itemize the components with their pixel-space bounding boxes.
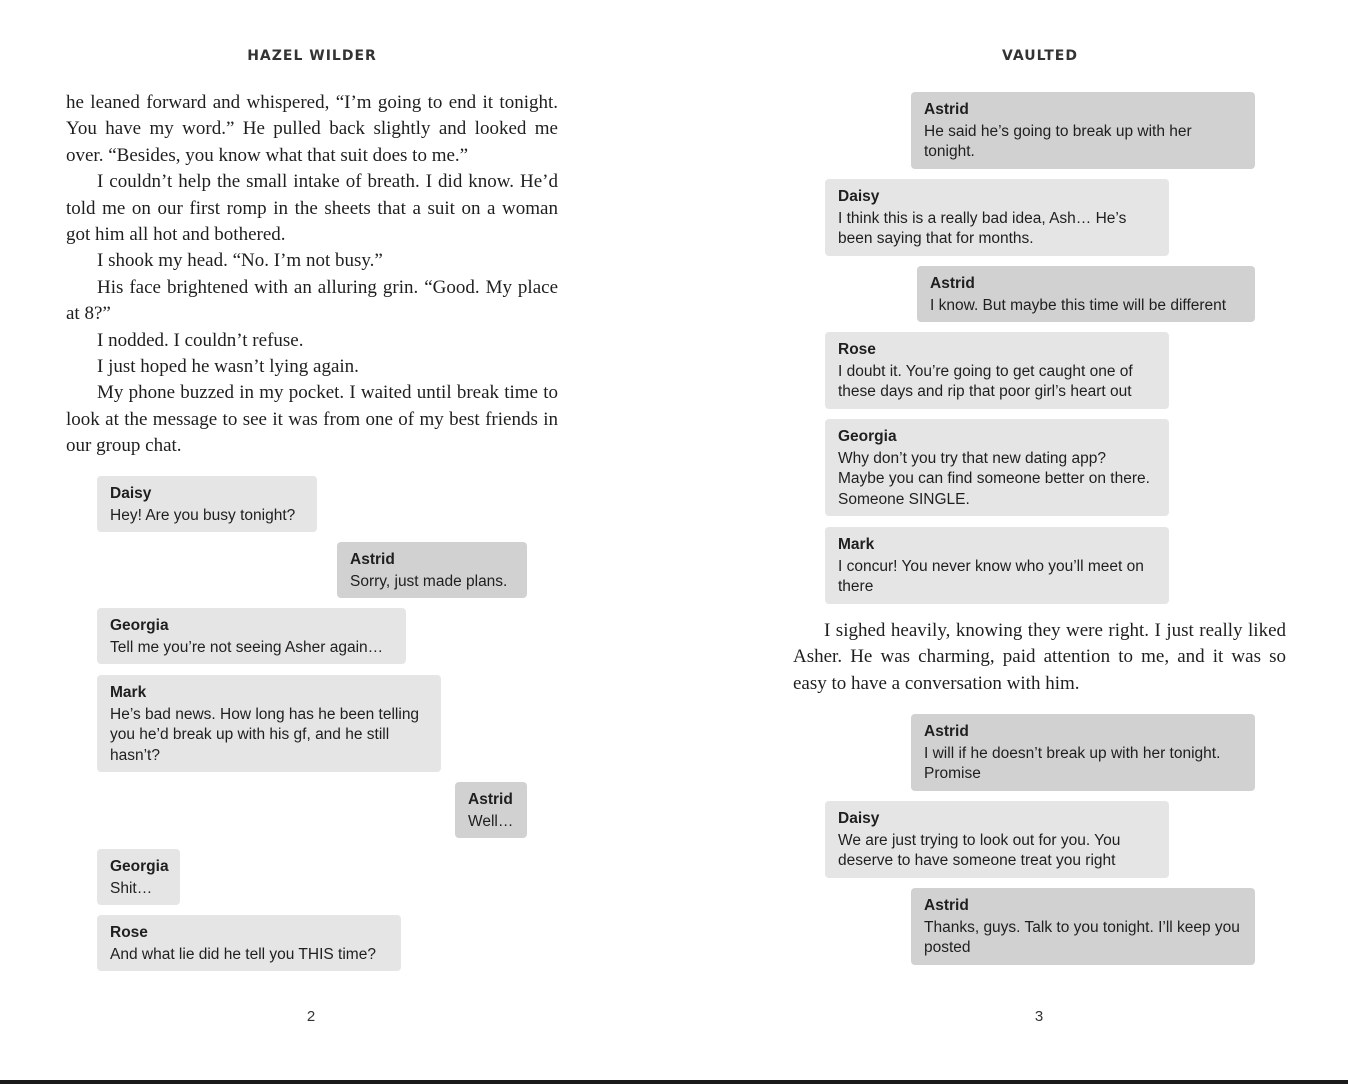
paragraph: I nodded. I couldn’t refuse.	[97, 329, 304, 351]
message-sender: Georgia	[110, 858, 169, 875]
chat-bubble	[911, 92, 1255, 169]
left-page	[0, 0, 640, 1080]
bottom-divider	[0, 1080, 1348, 1084]
paragraph: My phone buzzed in my pocket. I waited until break time to look at the message to see it was from one of my best friends in our group chat.	[66, 382, 558, 457]
chat-bubble	[455, 782, 527, 838]
chat-bubble	[97, 915, 401, 971]
message-sender: Georgia	[110, 617, 169, 634]
message-text: He said he’s going to break up with her tonight.	[924, 122, 1192, 161]
paragraph: I just hoped he wasn’t lying again.	[97, 356, 359, 378]
message-text: Hey! Are you busy tonight?	[110, 506, 296, 524]
message-text: I doubt it. You’re going to get caught one of these days and rip that poor girl’s heart out	[838, 362, 1133, 401]
message-sender: Mark	[838, 536, 875, 553]
chat-bubble	[825, 527, 1169, 604]
chat-bubble	[97, 608, 406, 664]
message-text: I concur! You never know who you’ll meet on there	[838, 557, 1144, 596]
message-text: And what lie did he tell you THIS time?	[110, 945, 376, 963]
running-head-author: HAZEL WILDER	[247, 48, 377, 64]
page-number: 2	[306, 1008, 316, 1025]
paragraph: I shook my head. “No. I’m not busy.”	[97, 250, 383, 272]
message-sender: Rose	[838, 341, 876, 358]
chat-bubble	[97, 476, 317, 532]
paragraph: I couldn’t help the small intake of breath. I did know. He’d told me on our first romp in the sheets that a suit on a woman got him all hot and bothered.	[66, 171, 558, 246]
message-sender: Daisy	[838, 810, 880, 827]
message-text: Sorry, just made plans.	[350, 572, 508, 590]
message-text: I will if he doesn’t break up with her tonight. Promise	[924, 744, 1221, 783]
chat-bubble	[97, 849, 180, 905]
paragraph: he leaned forward and whispered, “I’m going to end it tonight. You have my word.” He pulled back slightly and looked me over. “Besides, you know what that suit does to me.”	[66, 92, 558, 166]
message-sender: Astrid	[924, 897, 969, 914]
chat-bubble	[917, 266, 1255, 322]
right-page	[700, 0, 1348, 1080]
paragraph: I sighed heavily, knowing they were right. I just really liked Asher. He was charming, paid attention to me, and it was so easy to have a conversation with him.	[793, 620, 1286, 694]
message-sender: Astrid	[350, 551, 395, 568]
message-text: I think this is a really bad idea, Ash… He’s been saying that for months.	[838, 209, 1127, 248]
message-text: He’s bad news. How long has he been telling you he’d break up with his gf, and he still hasn’t?	[110, 705, 420, 764]
message-sender: Daisy	[838, 188, 880, 205]
chat-bubble	[97, 675, 441, 772]
message-text: Tell me you’re not seeing Asher again…	[110, 638, 384, 656]
message-text: Why don’t you try that new dating app? Maybe you can find someone better on there. Someone SINGLE.	[838, 449, 1150, 508]
message-sender: Astrid	[468, 791, 513, 808]
message-sender: Astrid	[924, 723, 969, 740]
message-text: Thanks, guys. Talk to you tonight. I’ll keep you posted	[924, 918, 1240, 957]
message-text: Shit…	[110, 879, 153, 897]
message-sender: Astrid	[924, 101, 969, 118]
chat-bubble	[825, 332, 1169, 409]
chat-bubble	[825, 801, 1169, 878]
page-number: 3	[1034, 1008, 1044, 1025]
message-text: Well…	[468, 812, 514, 830]
message-sender: Georgia	[838, 428, 897, 445]
left-prose	[66, 90, 558, 460]
running-head-title: VAULTED	[1002, 48, 1078, 64]
chat-bubble	[825, 419, 1169, 516]
chat-bubble	[825, 179, 1169, 256]
message-sender: Mark	[110, 684, 147, 701]
chat-bubble	[337, 542, 527, 598]
chat-bubble	[911, 888, 1255, 965]
message-text: We are just trying to look out for you. You deserve to have someone treat you right	[838, 831, 1121, 870]
message-text: I know. But maybe this time will be different	[930, 296, 1227, 314]
right-prose	[793, 618, 1286, 697]
chat-bubble	[911, 714, 1255, 791]
message-sender: Daisy	[110, 485, 152, 502]
message-sender: Rose	[110, 924, 148, 941]
paragraph: His face brightened with an alluring grin. “Good. My place at 8?”	[66, 276, 558, 325]
message-sender: Astrid	[930, 275, 975, 292]
